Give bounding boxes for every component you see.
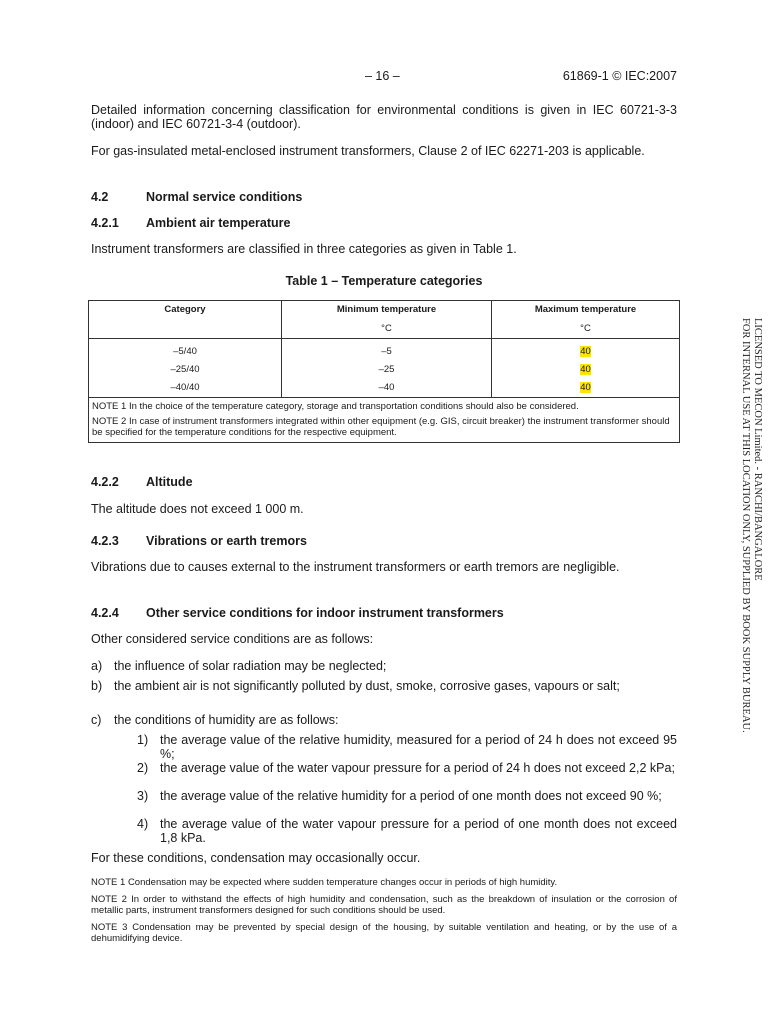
highlighted-value: 40 <box>580 346 591 357</box>
table-notes-row <box>89 398 680 443</box>
category-cell: –5/40 –25/40 –40/40 <box>89 339 282 398</box>
header-min-temp: Minimum temperature °C <box>282 301 492 339</box>
list-item: c) the conditions of humidity are as follows: <box>91 713 339 727</box>
section-heading-4-2-2 <box>91 475 193 489</box>
max-temp-cell <box>492 339 680 398</box>
section-text-4-2-3: Vibrations due to causes external to the instrument transformers or earth tremors are negligible. <box>91 560 620 574</box>
min-temp-cell: –5 –25 –40 <box>282 339 492 398</box>
header-category: Category <box>89 301 282 339</box>
standard-reference: 61869-1 © IEC:2007 <box>562 69 677 83</box>
section-title: Ambient air temperature <box>146 216 291 230</box>
note-3: NOTE 3 Condensation may be prevented by special design of the housing, by suitable ventilation and heating, or by the use of a dehumidifying device. <box>91 922 677 944</box>
table-header-row <box>89 301 680 339</box>
section-number: 4.2.4 <box>91 606 119 620</box>
license-watermark <box>739 318 763 733</box>
license-line-2: FOR INTERNAL USE AT THIS LOCATION ONLY, SUPPLIED BY BOOK SUPPLY BUREAU. <box>740 318 751 733</box>
section-number: 4.2 <box>91 190 109 204</box>
list-item: a) the influence of solar radiation may be neglected; <box>91 659 387 673</box>
temperature-table <box>88 300 680 443</box>
table-notes <box>89 398 680 443</box>
section-text-4-2-1: Instrument transformers are classified in three categories as given in Table 1. <box>91 242 517 256</box>
note-2: NOTE 2 In order to withstand the effects of high humidity and condensation, such as the breakdown of insulation or the corrosion of metallic parts, instrument transformers designed for such conditions should be used. <box>91 894 677 916</box>
table-note-1: NOTE 1 In the choice of the temperature category, storage and transportation conditions should also be considered. <box>92 401 579 412</box>
section-number: 4.2.1 <box>91 216 119 230</box>
section-title: Altitude <box>146 475 193 489</box>
sub-list-item: 4) the average value of the water vapour pressure for a period of one month does not exceed 1,8 kPa. <box>137 817 677 845</box>
closing-paragraph: For these conditions, condensation may occasionally occur. <box>91 851 421 865</box>
list-item: b) the ambient air is not significantly polluted by dust, smoke, corrosive gases, vapours or salt; <box>91 679 620 693</box>
section-heading-4-2-1 <box>91 216 290 230</box>
note-1: NOTE 1 Condensation may be expected where sudden temperature changes occur in periods of high humidity. <box>91 877 558 888</box>
section-heading-4-2-4 <box>91 606 504 620</box>
section-title: Vibrations or earth tremors <box>146 534 307 548</box>
table-data-row <box>89 339 680 398</box>
table-caption: Table 1 – Temperature categories <box>285 274 483 288</box>
section-heading-4-2-3 <box>91 534 307 548</box>
sub-list-item: 3) the average value of the relative humidity for a period of one month does not exceed 90 %; <box>137 789 662 803</box>
section-number: 4.2.2 <box>91 475 119 489</box>
section-title: Normal service conditions <box>146 190 303 204</box>
section-heading-4-2 <box>91 190 302 204</box>
unit-min: °C <box>381 323 392 334</box>
license-line-1: LICENSED TO MECON Limited. - RANCHI/BANGALORE <box>752 318 763 581</box>
highlighted-value: 40 <box>580 382 591 393</box>
intro-paragraph-2: For gas-insulated metal-enclosed instrument transformers, Clause 2 of IEC 62271-203 is applicable. <box>91 144 645 158</box>
section-number: 4.2.3 <box>91 534 119 548</box>
section-text-4-2-2: The altitude does not exceed 1 000 m. <box>91 502 304 516</box>
highlighted-value: 40 <box>580 364 591 375</box>
header-max-temp: Maximum temperature °C <box>492 301 680 339</box>
unit-max: °C <box>580 323 591 334</box>
sub-list-item: 1) the average value of the relative humidity, measured for a period of 24 h does not exceed 95 %; <box>137 733 677 761</box>
page-number: – 16 – <box>365 69 400 83</box>
sub-list-item: 2) the average value of the water vapour pressure for a period of 24 h does not exceed 2,2 kPa; <box>137 761 675 775</box>
intro-paragraph-1: Detailed information concerning classification for environmental conditions is given in IEC 60721-3-3 (indoor) and IEC 60721-3-4 (outdoor). <box>91 103 677 131</box>
table-note-2: NOTE 2 In case of instrument transformers integrated within other equipment (e.g. GIS, circuit breaker) the instrument transformer should be specified for the temperature conditions for the respective equipment. <box>92 416 670 438</box>
section-title: Other service conditions for indoor instrument transformers <box>146 606 504 620</box>
section-intro-4-2-4: Other considered service conditions are as follows: <box>91 632 374 646</box>
